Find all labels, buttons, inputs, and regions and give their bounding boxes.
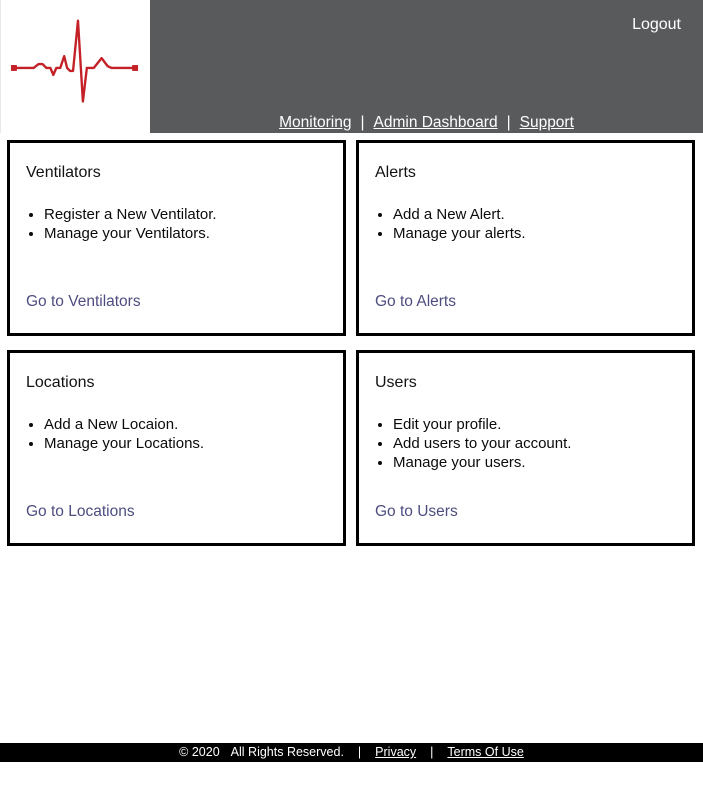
bullet-item: • Add a New Locaion. [44, 415, 327, 434]
bullet-item: • Manage your Ventilators. [44, 224, 327, 243]
nav-support[interactable]: Support [519, 114, 574, 131]
card-bullet-list [375, 415, 676, 472]
bullet-item: • Edit your profile. [393, 415, 676, 434]
header-bar [150, 0, 703, 133]
card-ventilators [7, 140, 346, 336]
card-row-2 [7, 350, 695, 546]
logout-link[interactable]: Logout [632, 16, 681, 33]
spacer [26, 453, 327, 503]
go-to-users-link[interactable]: Go to Users [375, 503, 458, 520]
terms-of-use-link[interactable]: Terms Of Use [447, 745, 524, 759]
card-row-1 [7, 140, 695, 336]
card-bullet-list [26, 205, 327, 243]
go-to-alerts-link[interactable]: Go to Alerts [375, 293, 456, 310]
dashboard-cards [0, 133, 703, 546]
bullet-item: • Register a New Ventilator. [44, 205, 327, 224]
bullet-item: • Add a New Alert. [393, 205, 676, 224]
bullet-item: • Manage your Locations. [44, 434, 327, 453]
bullet-item: • Manage your alerts. [393, 224, 676, 243]
card-bullet-list [375, 205, 676, 243]
bullet-item: • Manage your users. [393, 453, 676, 472]
footer-separator: | [357, 745, 362, 759]
card-title: Ventilators [26, 164, 101, 181]
card-title: Users [375, 374, 417, 391]
spacer [375, 472, 676, 503]
card-alerts [356, 140, 695, 336]
spacer [26, 243, 327, 293]
logo [0, 0, 150, 133]
go-to-locations-link[interactable]: Go to Locations [26, 503, 135, 520]
card-bullet-list [26, 415, 327, 453]
footer-separator: | [430, 745, 434, 759]
bullet-item: • Add users to your account. [393, 434, 676, 453]
card-title: Alerts [375, 164, 416, 181]
footer [0, 743, 703, 762]
go-to-ventilators-link[interactable]: Go to Ventilators [26, 293, 141, 310]
main-nav [150, 114, 703, 132]
rights-text: All Rights Reserved. [230, 745, 344, 759]
nav-admin-dashboard[interactable]: Admin Dashboard [373, 114, 498, 131]
privacy-link[interactable]: Privacy [375, 745, 417, 759]
copyright-text: © 2020 [179, 745, 220, 759]
ekg-heartbeat-icon [2, 1, 150, 132]
card-locations [7, 350, 346, 546]
nav-separator: | [506, 114, 511, 131]
header [0, 0, 703, 133]
spacer [375, 243, 676, 293]
nav-monitoring[interactable]: Monitoring [279, 114, 352, 131]
card-title: Locations [26, 374, 95, 391]
nav-separator: | [360, 114, 365, 131]
card-users [356, 350, 695, 546]
